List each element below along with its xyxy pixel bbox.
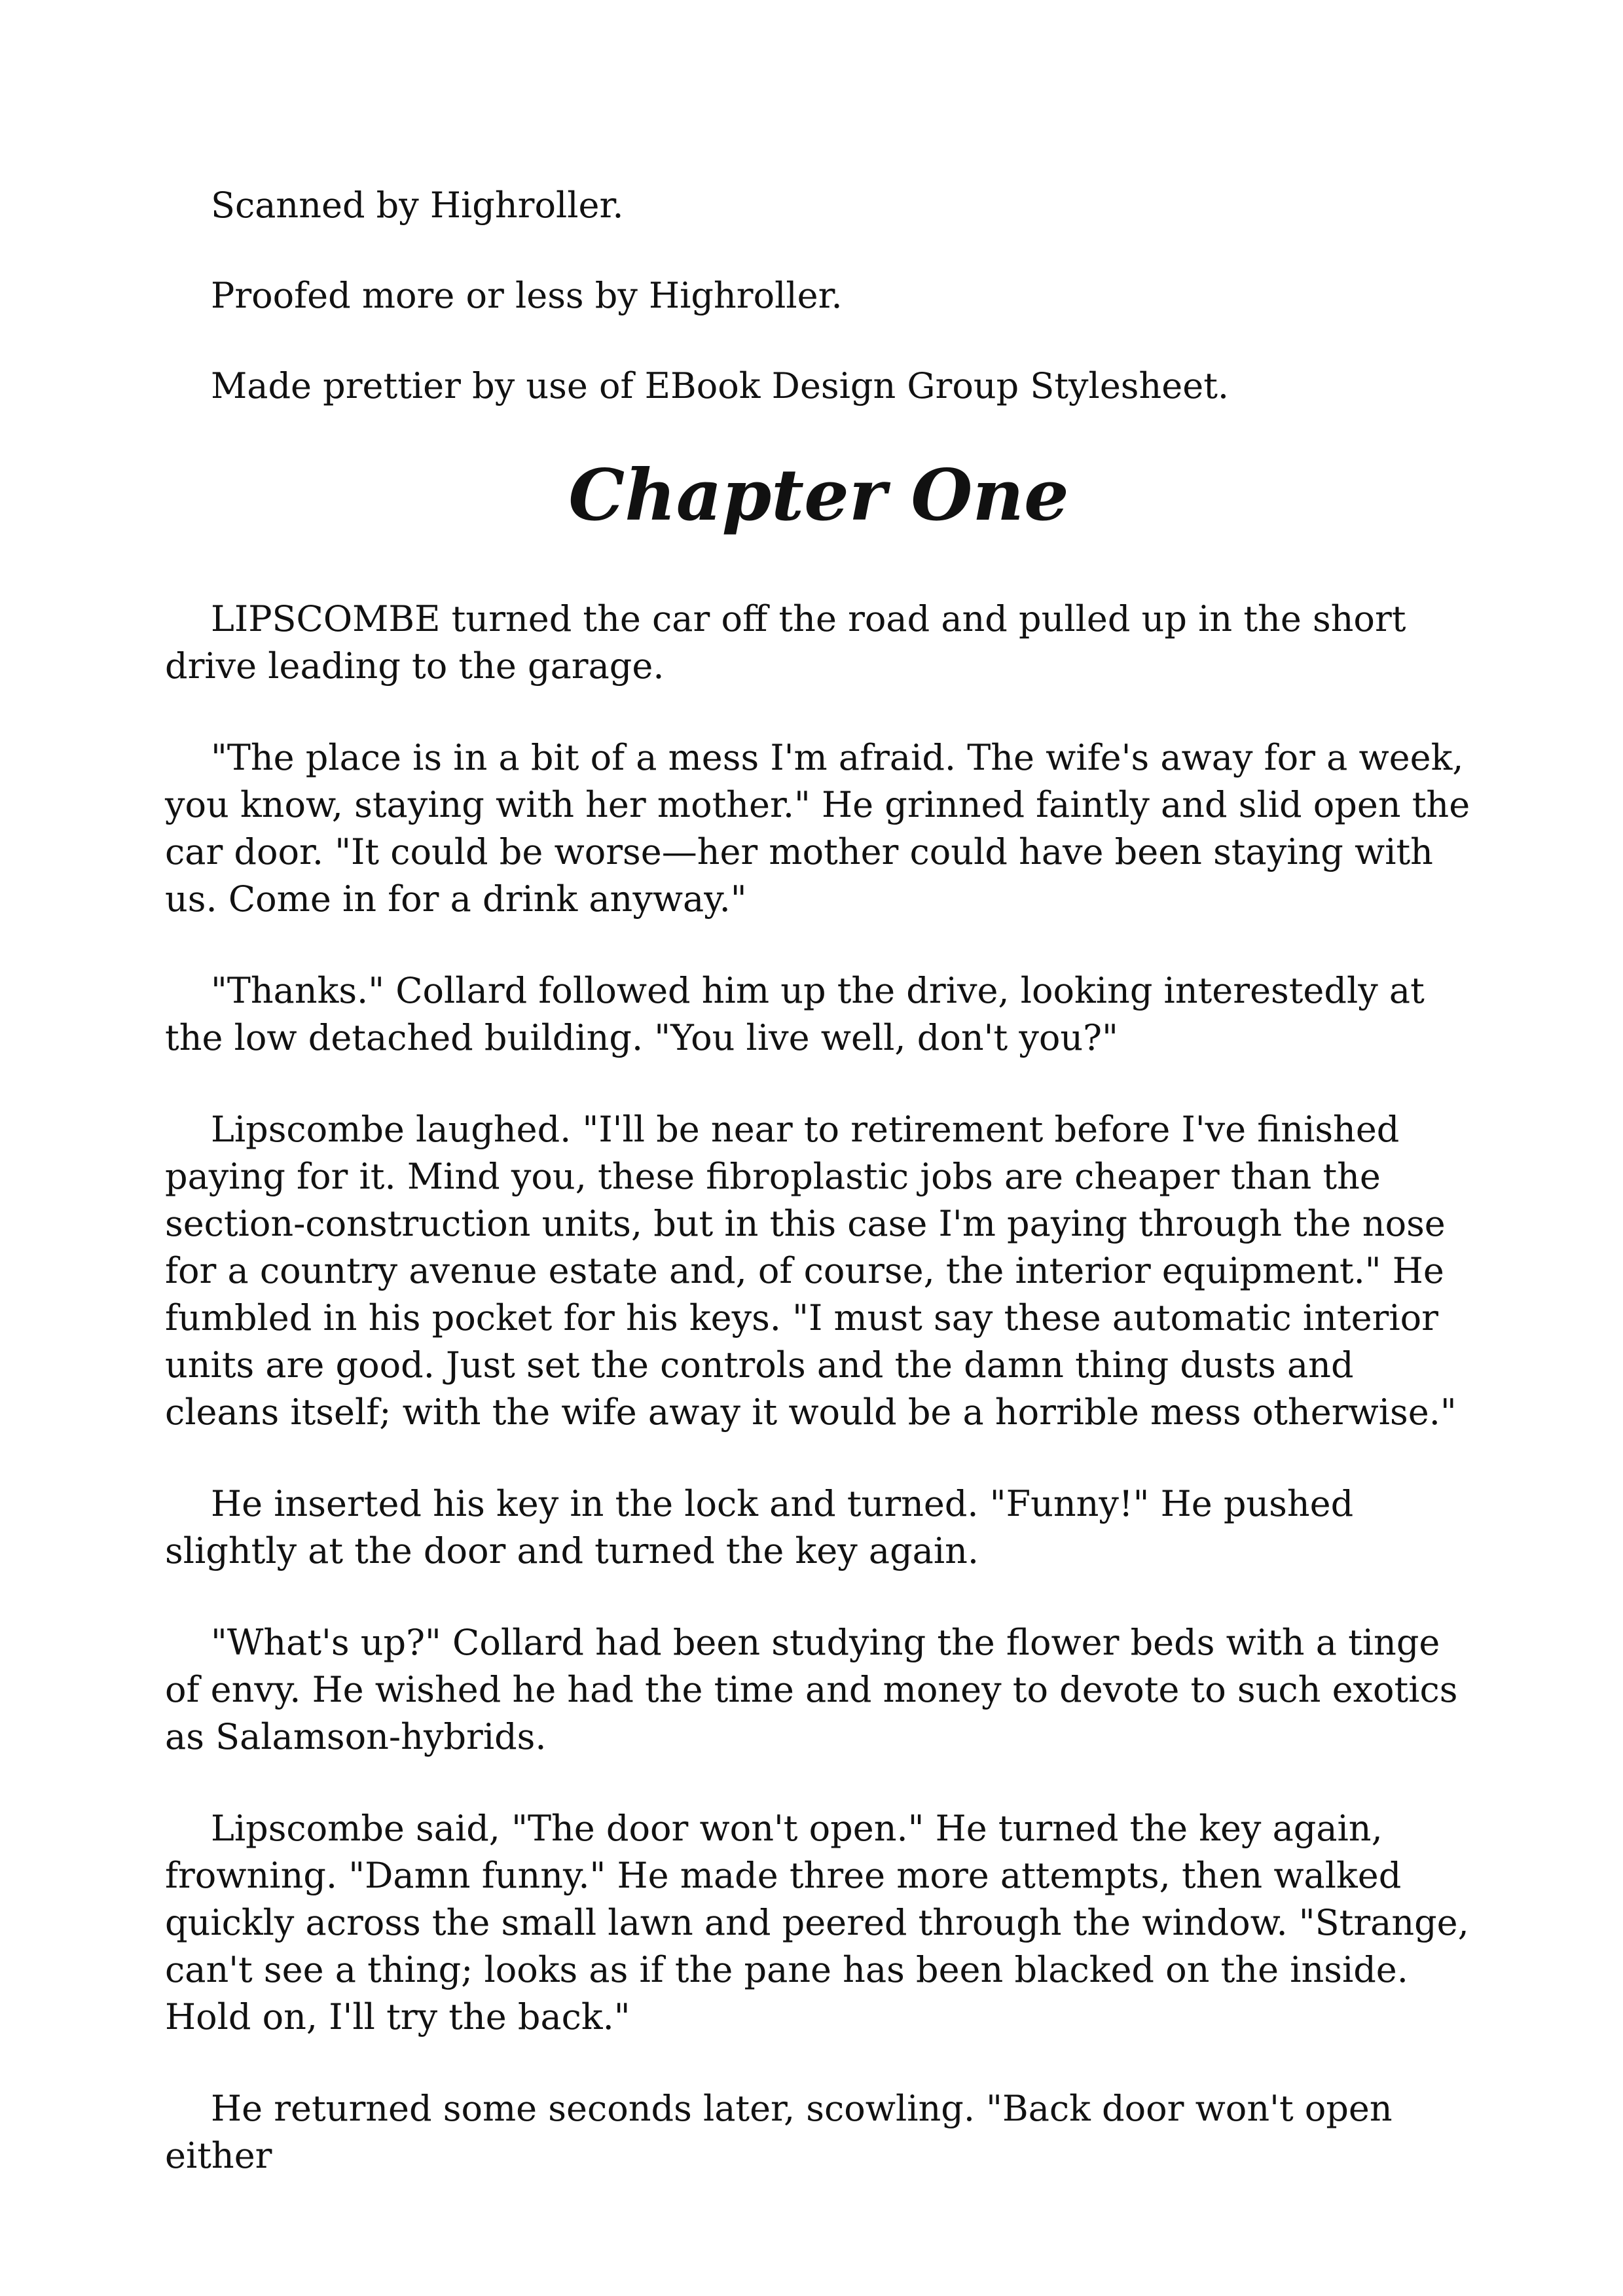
chapter-body	[165, 596, 1472, 2179]
paragraph: Lipscombe laughed. "I'll be near to retirement before I've finished paying for it. Mind you, these fibroplastic jobs are cheaper than the section-construction units, but in this case I'm paying through the nose for a country avenue estate and, of course, the interior equipment." He fumbled in his pocket for his keys. "I must say these automatic interior units are good. Just set the controls and the damn thing dusts and cleans itself; with the wife away it would be a horrible mess otherwise."	[165, 1109, 1457, 1433]
front-matter	[165, 182, 1472, 410]
credit-line: Proofed more or less by Highroller.	[211, 275, 843, 316]
paragraph: He inserted his key in the lock and turned. "Funny!" He pushed slightly at the door and turned the key again.	[165, 1483, 1354, 1571]
paragraph: "Thanks." Collard followed him up the drive, looking interestedly at the low detached building. "You live well, don't you?"	[165, 970, 1425, 1058]
paragraph: "The place is in a bit of a mess I'm afraid. The wife's away for a week, you know, staying with her mother." He grinned faintly and slid open the car door. "It could be worse—her mother could have been staying with us. Come in for a drink anyway."	[165, 737, 1470, 920]
paragraph: Lipscombe said, "The door won't open." He turned the key again, frowning. "Damn funny." He made three more attempts, then walked quickly across the small lawn and peered through the window. "Strange, can't see a thing; looks as if the pane has been blacked on the inside. Hold on, I'll try the back."	[165, 1808, 1469, 2037]
paragraph: "What's up?" Collard had been studying the flower beds with a tinge of envy. He wished he had the time and money to devote to such exotics as Salamson-hybrids.	[165, 1622, 1458, 1757]
credit-line: Scanned by Highroller.	[211, 185, 624, 226]
chapter-title: Chapter One	[568, 454, 1069, 537]
credit-line: Made prettier by use of EBook Design Group Stylesheet.	[211, 365, 1230, 406]
paragraph: LIPSCOMBE turned the car off the road and pulled up in the short drive leading to the garage.	[165, 598, 1406, 687]
paragraph: He returned some seconds later, scowling. "Back door won't open either	[165, 2088, 1393, 2176]
